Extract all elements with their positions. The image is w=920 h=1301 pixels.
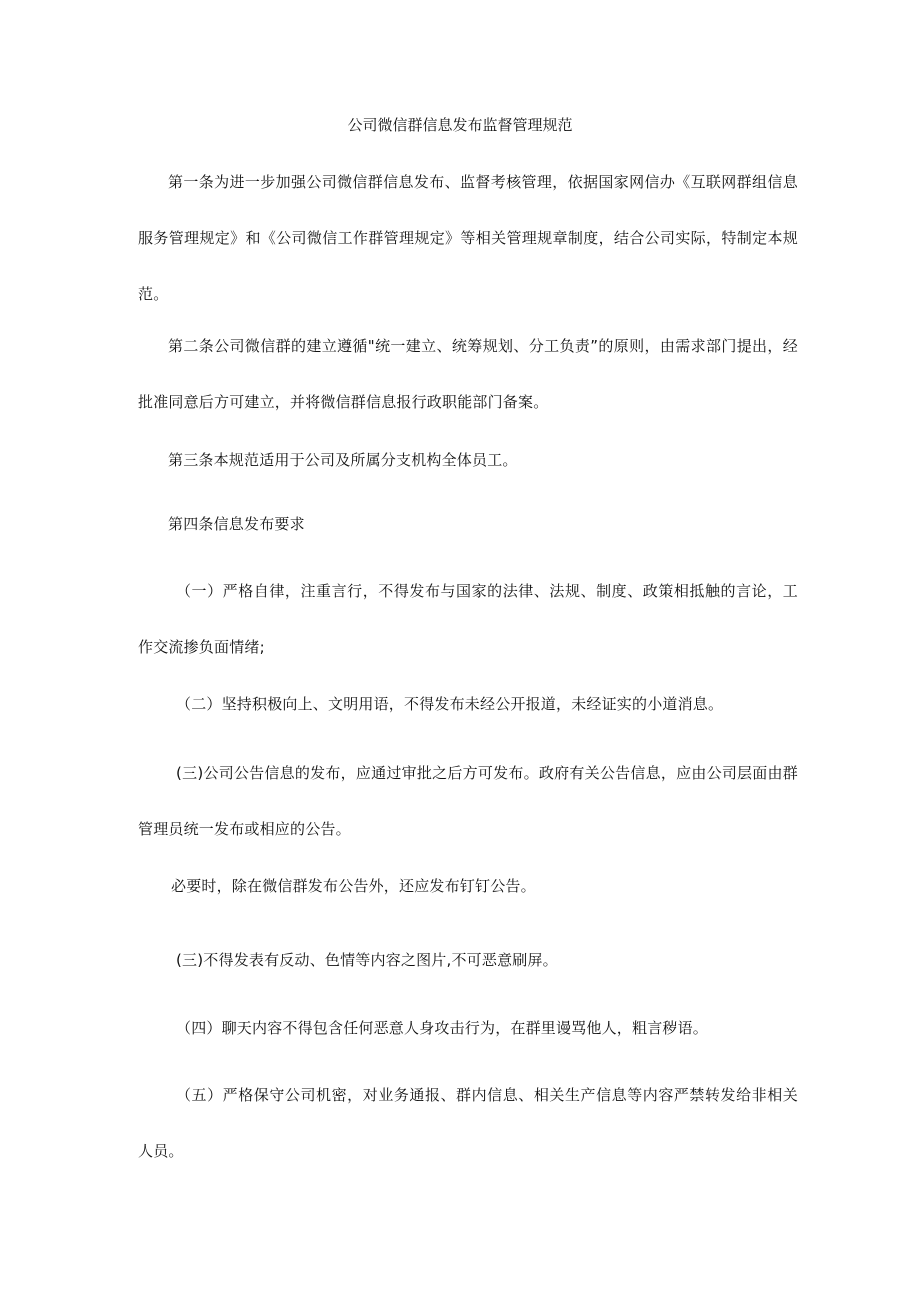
requirement-3b-paragraph: (三)不得发表有反动、色情等内容之图片,不可恶意刷屏。 [176, 951, 558, 969]
requirement-4-paragraph: （四）聊天内容不得包含任何恶意人身攻击行为，在群里谩骂他人，粗言秽语。 [176, 1019, 709, 1037]
article-2-paragraph: 第二条公司微信群的建立遵循"统一建立、统筹规划、分工负责”的原则，由需求部门提出，经批准同意后方可建立，并将微信群信息报行政职能部门备案。 [138, 337, 798, 411]
requirement-3-paragraph: (三)公司公告信息的发布，应通过审批之后方可发布。政府有关公告信息，应由公司层面由群管理员统一发布或相应的公告。 [138, 764, 798, 838]
requirement-5-paragraph: （五）严格保守公司机密，对业务通报、群内信息、相关生产信息等内容严禁转发给非相关人员。 [138, 1086, 798, 1160]
article-3-paragraph: 第三条本规范适用于公司及所属分支机构全体员工。 [168, 451, 518, 469]
requirement-2-paragraph: （二）坚持积极向上、文明用语，不得发布未经公开报道，未经证实的小道消息。 [176, 695, 724, 713]
document-title: 公司微信群信息发布监督管理规范 [347, 116, 573, 134]
requirement-1-paragraph: （一）严格自律，注重言行，不得发布与国家的法律、法规、制度、政策相抵触的言论，工作交流掺负面情绪; [138, 582, 798, 656]
article-4-heading: 第四条信息发布要求 [168, 515, 305, 533]
requirement-3-note: 必要时，除在微信群发布公告外，还应发布钉钉公告。 [171, 877, 536, 895]
article-1-paragraph: 第一条为进一步加强公司微信群信息发布、监督考核管理，依据国家网信办《互联网群组信息服务管理规定》和《公司微信工作群管理规定》等相关管理规章制度，结合公司实际，特制定本规范。 [138, 173, 798, 303]
